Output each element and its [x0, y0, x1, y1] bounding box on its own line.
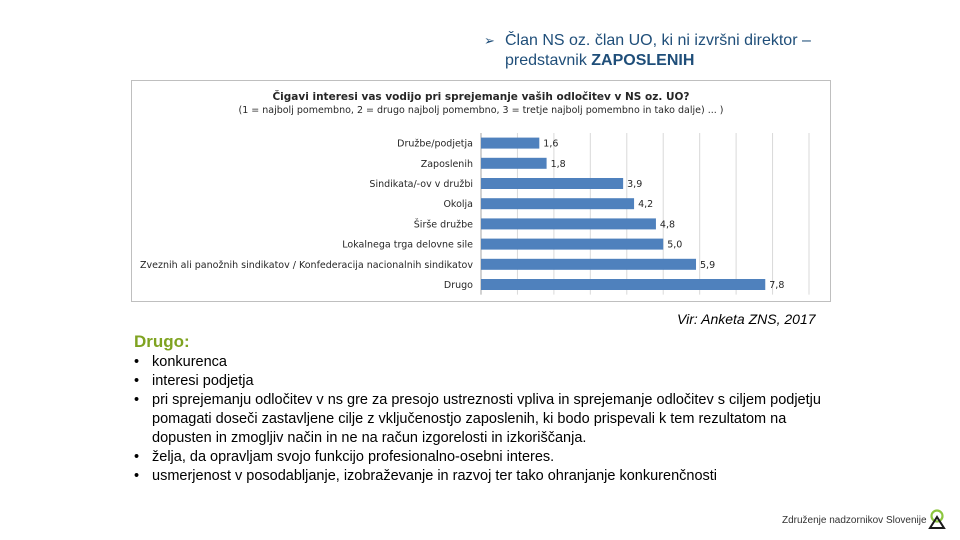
header-line-1: Član NS oz. član UO, ki ni izvršni direktor – — [505, 32, 811, 49]
bar — [481, 259, 696, 270]
category-label: Drugo — [443, 280, 473, 291]
drugo-item-text: želja, da opravljam svojo funkcijo profesionalno-osebni interes. — [152, 449, 555, 465]
drugo-item-text: pri sprejemanju odločitev v ns gre za presojo ustreznosti vpliva in sprejemanje odločitev s ciljem podjetju pomagati doseči zastavljene cilje z vključenostjo zaposlenih, ki bodo prispevali k tem rezultatom na dopusten in zmogljiv način in ne na račun izgorelosti in izkoriščanja. — [152, 392, 821, 446]
value-label: 1,8 — [550, 158, 566, 170]
source-note: Vir: Anketa ZNS, 2017 — [677, 311, 816, 327]
arrow-bullet-icon: ➢ — [484, 33, 495, 48]
category-label: Širše družbe — [413, 219, 473, 231]
value-label: 5,0 — [667, 239, 683, 251]
zns-logo-icon — [928, 509, 946, 529]
value-label: 3,9 — [627, 179, 643, 190]
value-label: 4,2 — [638, 199, 654, 211]
category-label: Družbe/podjetja — [397, 138, 473, 150]
header-line-2 — [505, 51, 694, 71]
category-label: Sindikata/-ov v družbi — [369, 179, 473, 190]
drugo-item — [134, 353, 834, 372]
category-label: Lokalnega trga delovne sile — [342, 239, 473, 251]
bullet-dot: • — [134, 392, 140, 408]
drugo-item-text: konkurenca — [152, 354, 227, 370]
header-line-2-prefix: predstavnik — [505, 52, 592, 69]
header-line-2-bold: ZAPOSLENIH — [591, 52, 695, 69]
bar — [481, 158, 547, 169]
drugo-item — [134, 467, 834, 486]
category-label: Okolja — [443, 199, 473, 211]
drugo-title: Drugo: — [134, 332, 190, 351]
chart-title: Čigavi interesi vas vodijo pri sprejemanje vaših odločitev v NS oz. UO? — [272, 91, 690, 103]
value-label: 1,6 — [543, 138, 559, 150]
chart-subtitle: (1 = najbolj pomembno, 2 = drugo najbolj pomembno, 3 = tretje najbolj pomembno in tako dalje) ... ) — [238, 105, 724, 116]
drugo-item — [134, 372, 834, 391]
bullet-dot: • — [134, 373, 140, 389]
bar — [481, 138, 539, 149]
bullet-dot: • — [134, 449, 140, 465]
category-label: Zveznih ali panožnih sindikatov / Konfederacija nacionalnih sindikatov — [139, 259, 473, 271]
bar — [481, 198, 634, 209]
drugo-item-text: interesi podjetja — [152, 373, 254, 389]
bar-chart — [132, 81, 830, 301]
drugo-list — [134, 353, 834, 486]
bullet-dot: • — [134, 468, 140, 484]
value-label: 7,8 — [769, 280, 785, 291]
value-label: 5,9 — [700, 259, 716, 271]
bar — [481, 218, 656, 229]
drugo-item — [134, 391, 834, 448]
category-label: Zaposlenih — [420, 158, 473, 170]
footer-text: Združenje nadzornikov Slovenije — [782, 515, 927, 526]
drugo-item — [134, 448, 834, 467]
bullet-dot: • — [134, 354, 140, 370]
bar — [481, 239, 663, 250]
chart-container — [131, 80, 831, 302]
value-label: 4,8 — [659, 219, 676, 231]
bar — [481, 178, 623, 189]
drugo-item-text: usmerjenost v posodabljanje, izobraževanje in razvoj ter tako ohranjanje konkurenčnosti — [152, 468, 718, 484]
bar — [481, 279, 765, 290]
